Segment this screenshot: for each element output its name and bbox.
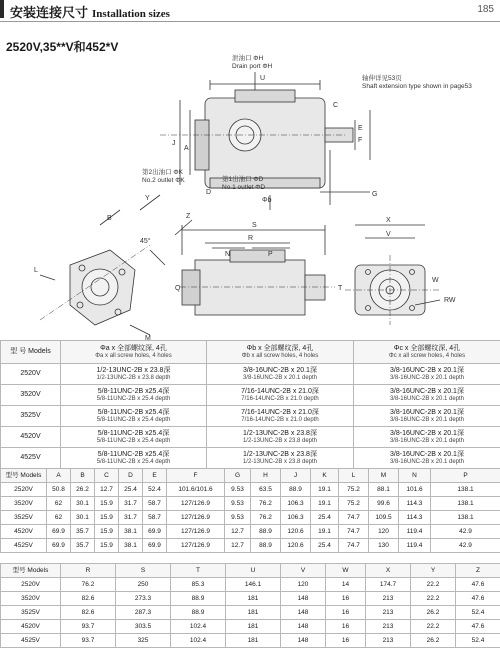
col-phi-b	[207, 341, 354, 364]
cell-text: 5/8-11UNC-2B x 25.4 depth	[96, 458, 171, 465]
table-header-row	[1, 469, 500, 483]
dim-label-p: P	[268, 251, 273, 258]
table-cell: 120.6	[281, 539, 311, 553]
table-cell: 82.6	[61, 592, 116, 606]
table-cell: 138.1	[431, 497, 500, 511]
table-cell: 102.4	[171, 620, 226, 634]
table-cell: 16	[326, 634, 366, 648]
table-cell: 35.7	[71, 525, 95, 539]
dim-label-z: Z	[186, 213, 191, 220]
table-cell	[61, 364, 207, 385]
outlet1-label-cn: 第1出油口 ΦD	[222, 176, 264, 183]
cell-text: 1/2-13UNC-2B x 23.8深	[243, 450, 317, 458]
cell-text: 3/8-16UNC-2B x 20.1深	[390, 408, 464, 416]
table-cell: 9.53	[225, 497, 251, 511]
table-cell	[354, 406, 500, 427]
page-title-cn: 安装连接尺寸	[10, 5, 89, 20]
table-cell: X	[366, 564, 411, 578]
table-cell: 303.5	[116, 620, 171, 634]
table-cell: 127/126.9	[167, 539, 225, 553]
table-cell: 287.3	[116, 606, 171, 620]
dim-label-f: F	[358, 137, 363, 144]
table-cell: 16	[326, 620, 366, 634]
table-cell: 85.3	[171, 578, 226, 592]
table-cell: 106.3	[281, 511, 311, 525]
cell-text: Φb x 全部螺纹深, 4孔	[246, 344, 314, 352]
end-view-right	[345, 225, 440, 325]
dim-label-e: E	[358, 125, 363, 132]
dim-label-t: T	[338, 285, 343, 292]
outlet1-label-en: No.1 outlet ΦD	[222, 184, 266, 191]
table-header-row	[1, 341, 500, 364]
dim-label-d: D	[206, 189, 212, 196]
table-row	[1, 525, 500, 539]
cell-text: 5/8-11UNC-2B x25.4深	[97, 450, 170, 458]
table-cell: 58.7	[143, 511, 167, 525]
table-cell: 148	[281, 634, 326, 648]
dim-label-v: V	[386, 231, 391, 238]
outlet2-label-cn: 第2出油口 ΦK	[142, 169, 183, 176]
table-cell	[207, 385, 354, 406]
page-title-en: Installation sizes	[92, 8, 170, 20]
cell-text: 5/8-11UNC-2B x 25.4 depth	[96, 395, 171, 402]
table-cell: C	[95, 469, 119, 483]
table-cell: 型号 Models	[1, 564, 61, 578]
dim-label-j: J	[172, 140, 176, 147]
cell-text: 5/8-11UNC-2B x25.4深	[97, 387, 170, 395]
table-cell: 14	[326, 578, 366, 592]
outlet2-label-en: No.2 outlet ΦK	[142, 177, 185, 184]
cell-text: 7/16-14UNC-2B x 21.0 depth	[241, 395, 319, 402]
table-cell: N	[399, 469, 431, 483]
table-cell: F	[167, 469, 225, 483]
table-cell: D	[119, 469, 143, 483]
cell-text: 3/8-16UNC-2B x 20.1深	[390, 450, 464, 458]
table-cell: 69.9	[47, 539, 71, 553]
table-cell: 16	[326, 606, 366, 620]
table-cell: 52.4	[456, 634, 500, 648]
dim-label-g: G	[372, 191, 378, 198]
drain-port-label-en: Drain port ΦH	[232, 63, 273, 70]
table-row	[1, 448, 500, 469]
table-cell: 型号 Models	[1, 469, 47, 483]
table-cell: 181	[226, 620, 281, 634]
table-cell: 15.9	[95, 511, 119, 525]
table-cell: W	[326, 564, 366, 578]
cell-text: 3/8-16UNC-2B x 20.1 depth	[389, 395, 465, 402]
table-cell: 325	[116, 634, 171, 648]
table-row	[1, 592, 500, 606]
table-cell: 3520V	[1, 592, 61, 606]
table-cell: K	[311, 469, 339, 483]
page-header	[0, 0, 500, 22]
table-cell: 52.4	[143, 483, 167, 497]
table-cell: 75.2	[339, 483, 369, 497]
table-cell: 148	[281, 592, 326, 606]
phi-b-label: Φb	[262, 197, 272, 204]
table-cell: 2520V	[1, 578, 61, 592]
dim-label-a: A	[184, 145, 189, 152]
cell-text: Φb x all screw holes, 4 holes	[241, 352, 319, 359]
cell-text: 1/2-13UNC-2B x 23.8 depth	[96, 374, 171, 381]
table-cell: 75.2	[339, 497, 369, 511]
table-cell: 82.6	[61, 606, 116, 620]
table-cell: 76.2	[251, 511, 281, 525]
dim-label-rw: RW	[444, 297, 456, 304]
table-cell: Y	[411, 564, 456, 578]
table-cell: 88.9	[171, 606, 226, 620]
table-cell: A	[47, 469, 71, 483]
table-cell	[61, 448, 207, 469]
table-cell: 127/126.9	[167, 525, 225, 539]
col-models: 型 号 Models	[1, 341, 61, 364]
table-cell: 26.2	[71, 483, 95, 497]
table-cell: 38.1	[119, 539, 143, 553]
table-cell: 88.1	[369, 483, 399, 497]
cell-text: 1/2-13UNC-2B x 23.8深	[96, 366, 171, 374]
table-cell: L	[339, 469, 369, 483]
cell-text: 3/8-16UNC-2B x 20.1 depth	[242, 374, 318, 381]
table-cell: 127/126.9	[167, 511, 225, 525]
table-cell: 181	[226, 634, 281, 648]
table-cell: 25.4	[311, 511, 339, 525]
bottom-view	[180, 225, 335, 315]
table-cell: 22.2	[411, 592, 456, 606]
table-cell: 102.4	[171, 634, 226, 648]
table-cell: R	[61, 564, 116, 578]
table-cell: 76.2	[251, 497, 281, 511]
dim-label-m: M	[145, 335, 151, 340]
table-cell	[207, 364, 354, 385]
table-cell: U	[226, 564, 281, 578]
table-cell: 19.1	[311, 525, 339, 539]
cell-text: 5/8-11UNC-2B x25.4深	[97, 429, 170, 437]
table-cell: 22.2	[411, 620, 456, 634]
table-cell: Z	[456, 564, 500, 578]
table-cell: 130	[369, 539, 399, 553]
table-cell: 25.4	[311, 539, 339, 553]
shaft-note-en: Shaft extension type shown in page53	[362, 83, 472, 90]
table-cell: 119.4	[399, 525, 431, 539]
header-divider	[0, 21, 500, 22]
table-cell: 93.7	[61, 634, 116, 648]
table-cell: 38.1	[119, 525, 143, 539]
table-cell	[354, 385, 500, 406]
table-cell: H	[251, 469, 281, 483]
table-row	[1, 606, 500, 620]
dim-label-l: L	[34, 267, 38, 274]
table-cell: 4525V	[1, 539, 47, 553]
dimension-table-r-z	[0, 563, 500, 648]
table-cell: S	[116, 564, 171, 578]
table-cell: 120	[281, 578, 326, 592]
cell-text: 3/8-16UNC-2B x 20.1深	[390, 366, 464, 374]
table-row	[1, 483, 500, 497]
table-cell: 42.9	[431, 539, 500, 553]
col-phi-c	[354, 341, 500, 364]
screw-hole-table	[0, 340, 500, 469]
table-cell: 109.5	[369, 511, 399, 525]
table-cell: 4525V	[1, 448, 61, 469]
table-cell	[207, 448, 354, 469]
table-cell	[207, 406, 354, 427]
table-cell: 88.9	[171, 592, 226, 606]
cell-text: 5/8-11UNC-2B x25.4深	[97, 408, 170, 416]
table-cell: 50.8	[47, 483, 71, 497]
table-cell: 101.6	[399, 483, 431, 497]
page-number: 185	[477, 4, 494, 15]
table-cell: 58.7	[143, 497, 167, 511]
cell-text: 3/8-16UNC-2B x 20.1深	[243, 366, 317, 374]
table-row	[1, 427, 500, 448]
table-cell: 114.3	[399, 497, 431, 511]
table-header-row	[1, 564, 500, 578]
end-view-left	[40, 195, 192, 335]
table-cell: 106.3	[281, 497, 311, 511]
table-cell	[354, 448, 500, 469]
table-cell: 35.7	[71, 539, 95, 553]
table-cell: 4520V	[1, 620, 61, 634]
table-cell: 74.7	[339, 511, 369, 525]
table-cell: 273.3	[116, 592, 171, 606]
table-row	[1, 578, 500, 592]
shaft-note-cn: 轴伸详见53页	[362, 75, 402, 82]
table-cell: 4525V	[1, 634, 61, 648]
table-cell: 47.6	[456, 592, 500, 606]
table-cell: 2520V	[1, 364, 61, 385]
table-cell: 148	[281, 620, 326, 634]
table-cell: 47.6	[456, 578, 500, 592]
table-cell: 88.9	[251, 525, 281, 539]
table-cell: 76.2	[61, 578, 116, 592]
dim-label-n: N	[225, 251, 231, 258]
dim-label-s: S	[252, 222, 257, 229]
page-title	[10, 2, 170, 21]
table-cell: 16	[326, 592, 366, 606]
table-cell: 120.6	[281, 525, 311, 539]
cell-text: 7/16-14UNC-2B x 21.0深	[241, 387, 319, 395]
cell-text: 7/16-14UNC-2B x 21.0 depth	[241, 416, 319, 423]
table-cell: 15.9	[95, 525, 119, 539]
cell-text: 1/2-13UNC-2B x 23.8深	[243, 429, 317, 437]
dim-label-r: R	[248, 235, 254, 242]
section-subtitle: 2520V,35**V和452*V	[6, 40, 119, 54]
table-cell: M	[369, 469, 399, 483]
table-cell: 4520V	[1, 427, 61, 448]
dim-label-c: C	[333, 102, 339, 109]
table-cell	[354, 364, 500, 385]
table-cell: 3525V	[1, 606, 61, 620]
table-cell: 63.5	[251, 483, 281, 497]
table-row	[1, 634, 500, 648]
dimension-table-a-q	[0, 468, 500, 553]
table-cell: 9.53	[225, 511, 251, 525]
table-cell: 42.9	[431, 525, 500, 539]
table-row	[1, 620, 500, 634]
table-cell: 62	[47, 511, 71, 525]
table-cell: 101.6/101.6	[167, 483, 225, 497]
table-cell: B	[71, 469, 95, 483]
table-row	[1, 511, 500, 525]
table-cell: 4520V	[1, 525, 47, 539]
table-cell: 174.7	[366, 578, 411, 592]
table-cell: T	[171, 564, 226, 578]
cell-text: 3/8-16UNC-2B x 20.1 depth	[389, 458, 465, 465]
table-cell: 69.9	[143, 539, 167, 553]
table-cell: 74.7	[339, 525, 369, 539]
table-cell: 25.4	[119, 483, 143, 497]
dim-label-y: Y	[145, 195, 150, 202]
cell-text: 1/2-13UNC-2B x 23.8 depth	[242, 458, 318, 465]
table-row	[1, 539, 500, 553]
table-cell: 213	[366, 620, 411, 634]
table-cell: 9.53	[225, 483, 251, 497]
dim-label-q: Q	[175, 285, 181, 292]
cell-text: Φa x all screw holes, 4 holes	[95, 352, 172, 359]
table-cell: E	[143, 469, 167, 483]
dim-label-w: W	[432, 277, 439, 284]
table-cell: 12.7	[225, 539, 251, 553]
table-cell: 146.1	[226, 578, 281, 592]
table-cell: 30.1	[71, 497, 95, 511]
table-cell: J	[281, 469, 311, 483]
dim-label-u: U	[260, 75, 266, 82]
table-row	[1, 497, 500, 511]
table-cell: 120	[369, 525, 399, 539]
table-cell: 62	[47, 497, 71, 511]
table-cell: 127/126.9	[167, 497, 225, 511]
table-cell: 19.1	[311, 497, 339, 511]
table-row	[1, 406, 500, 427]
cell-text: 5/8-11UNC-2B x 25.4 depth	[96, 437, 171, 444]
table-cell: 69.9	[47, 525, 71, 539]
table-cell	[207, 427, 354, 448]
table-row	[1, 364, 500, 385]
table-cell: 2520V	[1, 483, 47, 497]
table-cell: 88.9	[281, 483, 311, 497]
cell-text: Φc x 全部螺纹深, 4孔	[393, 344, 461, 352]
table-cell	[61, 406, 207, 427]
table-cell: 93.7	[61, 620, 116, 634]
cell-text: 5/8-11UNC-2B x 25.4 depth	[96, 416, 171, 423]
table-cell: 181	[226, 592, 281, 606]
table-cell: 26.2	[411, 606, 456, 620]
table-cell: 181	[226, 606, 281, 620]
cell-text: 1/2-13UNC-2B x 23.8 depth	[242, 437, 318, 444]
table-cell: 19.1	[311, 483, 339, 497]
table-cell: 26.2	[411, 634, 456, 648]
dim-label-b: B	[107, 215, 112, 222]
cell-text: Φc x all screw holes, 4 holes	[388, 352, 466, 359]
cell-text: Φa x 全部螺纹深, 4孔	[100, 344, 167, 352]
col-phi-a	[61, 341, 207, 364]
table-cell: 148	[281, 606, 326, 620]
table-cell	[61, 427, 207, 448]
table-cell: 22.2	[411, 578, 456, 592]
table-cell: 138.1	[431, 483, 500, 497]
cell-text: 3/8-16UNC-2B x 20.1深	[390, 429, 464, 437]
cell-text: 3/8-16UNC-2B x 20.1 depth	[389, 416, 465, 423]
table-cell: 31.7	[119, 511, 143, 525]
cell-text: 3/8-16UNC-2B x 20.1 depth	[389, 437, 465, 444]
table-cell: 3525V	[1, 406, 61, 427]
table-cell: 15.9	[95, 539, 119, 553]
table-cell: 31.7	[119, 497, 143, 511]
table-cell: 213	[366, 592, 411, 606]
table-cell: 99.6	[369, 497, 399, 511]
cell-text: 7/16-14UNC-2B x 21.0深	[241, 408, 319, 416]
drain-port-label: 泄油口 ΦH	[232, 55, 264, 62]
table-cell: 52.4	[456, 606, 500, 620]
table-cell: 88.9	[251, 539, 281, 553]
table-cell: 3520V	[1, 497, 47, 511]
table-cell: G	[225, 469, 251, 483]
cell-text: 3/8-16UNC-2B x 20.1深	[390, 387, 464, 395]
table-cell: 69.9	[143, 525, 167, 539]
table-cell: 3520V	[1, 385, 61, 406]
header-accent-bar	[0, 0, 4, 18]
table-cell: 15.9	[95, 497, 119, 511]
table-row	[1, 385, 500, 406]
pump-installation-drawing	[0, 50, 500, 340]
table-cell: 47.6	[456, 620, 500, 634]
table-cell: 3525V	[1, 511, 47, 525]
table-cell: P	[431, 469, 500, 483]
table-cell: 213	[366, 606, 411, 620]
table-cell: 119.4	[399, 539, 431, 553]
table-cell: 213	[366, 634, 411, 648]
dim-label-angle: 45°	[140, 238, 151, 245]
dim-label-x: X	[386, 217, 391, 224]
cell-text: 3/8-16UNC-2B x 20.1 depth	[389, 374, 465, 381]
table-cell: V	[281, 564, 326, 578]
table-cell: 12.7	[95, 483, 119, 497]
table-cell: 74.7	[339, 539, 369, 553]
table-cell: 114.3	[399, 511, 431, 525]
table-cell	[354, 427, 500, 448]
table-cell	[61, 385, 207, 406]
table-cell: 138.1	[431, 511, 500, 525]
table-cell: 30.1	[71, 511, 95, 525]
table-cell: 12.7	[225, 525, 251, 539]
table-cell: 250	[116, 578, 171, 592]
